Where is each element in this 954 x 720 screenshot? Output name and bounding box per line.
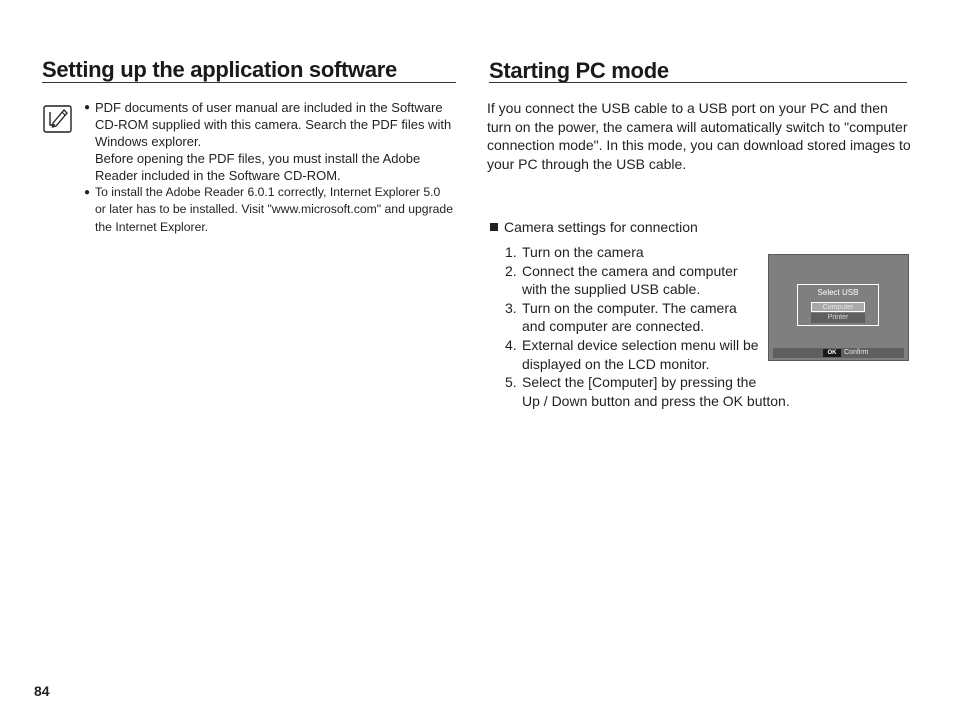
- note-line: CD-ROM supplied with this camera. Search the PDF files with: [95, 117, 452, 132]
- step-item: [505, 262, 805, 299]
- note-line: Reader included in the Software CD-ROM.: [95, 168, 341, 183]
- step-line: displayed on the LCD monitor.: [522, 355, 710, 372]
- lcd-screen-illustration: [768, 254, 909, 361]
- settings-heading: [490, 219, 698, 235]
- settings-heading-text: Camera settings for connection: [504, 219, 698, 235]
- step-number: 2.: [505, 262, 517, 279]
- note-line: PDF documents of user manual are included in the Software: [95, 100, 443, 115]
- intro-line: If you connect the USB cable to a USB port on your PC and then: [487, 100, 888, 116]
- note-line: To install the Adobe Reader 6.0.1 correctly, Internet Explorer 5.0: [95, 185, 441, 199]
- step-line: Up / Down button and press the OK button.: [522, 392, 790, 409]
- menu-option-computer: Computer: [811, 302, 865, 312]
- note-line: or later has to be installed. Visit "www.microsoft.com" and upgrade: [95, 202, 453, 217]
- intro-paragraph: [487, 99, 917, 173]
- title-underline: [42, 82, 456, 83]
- notes-list: [84, 99, 460, 236]
- step-line: and computer are connected.: [522, 318, 705, 335]
- note-pencil-icon: [43, 105, 72, 133]
- square-bullet-icon: [490, 223, 498, 231]
- page-number: 84: [34, 683, 50, 699]
- menu-title: Select USB: [817, 288, 859, 297]
- step-number: 1.: [505, 244, 517, 260]
- step-number: 3.: [505, 299, 517, 316]
- usb-menu-box: [797, 284, 879, 326]
- note-item: [84, 99, 460, 184]
- step-line: Connect the camera and computer: [522, 262, 738, 279]
- section-title-pc-mode: Starting PC mode: [489, 58, 669, 83]
- step-item: [505, 336, 805, 373]
- step-line: External device selection menu will be: [522, 336, 759, 353]
- bullet: ●: [84, 102, 91, 113]
- note-line: Before opening the PDF files, you must install the Adobe: [95, 151, 421, 166]
- step-number: 4.: [505, 336, 517, 353]
- menu-option-printer: Printer: [811, 313, 865, 323]
- steps-list: [505, 243, 805, 410]
- note-line: the Internet Explorer.: [95, 219, 209, 234]
- step-line: Turn on the camera: [522, 244, 644, 260]
- intro-line: your PC through the USB cable.: [487, 155, 687, 172]
- confirm-label: Confirm: [844, 349, 869, 356]
- step-line: Turn on the computer. The camera: [522, 299, 737, 316]
- note-line: Windows explorer.: [95, 134, 202, 149]
- step-number: 5.: [505, 374, 517, 391]
- title-underline: [489, 82, 907, 83]
- step-item: [505, 299, 805, 336]
- note-item: [84, 184, 460, 236]
- step-line: Select the [Computer] by pressing the: [522, 374, 757, 391]
- step-line: with the supplied USB cable.: [522, 281, 701, 298]
- bullet: ●: [84, 187, 91, 198]
- step-item: [505, 243, 805, 262]
- ok-button-badge: OK: [823, 349, 841, 357]
- section-title-application-software: Setting up the application software: [42, 57, 397, 82]
- intro-line: turn on the power, the camera will automatically switch to "computer: [487, 118, 908, 135]
- lcd-status-bar: [773, 348, 904, 358]
- step-item: [505, 373, 805, 410]
- intro-line: connection mode". In this mode, you can download stored images to: [487, 137, 911, 154]
